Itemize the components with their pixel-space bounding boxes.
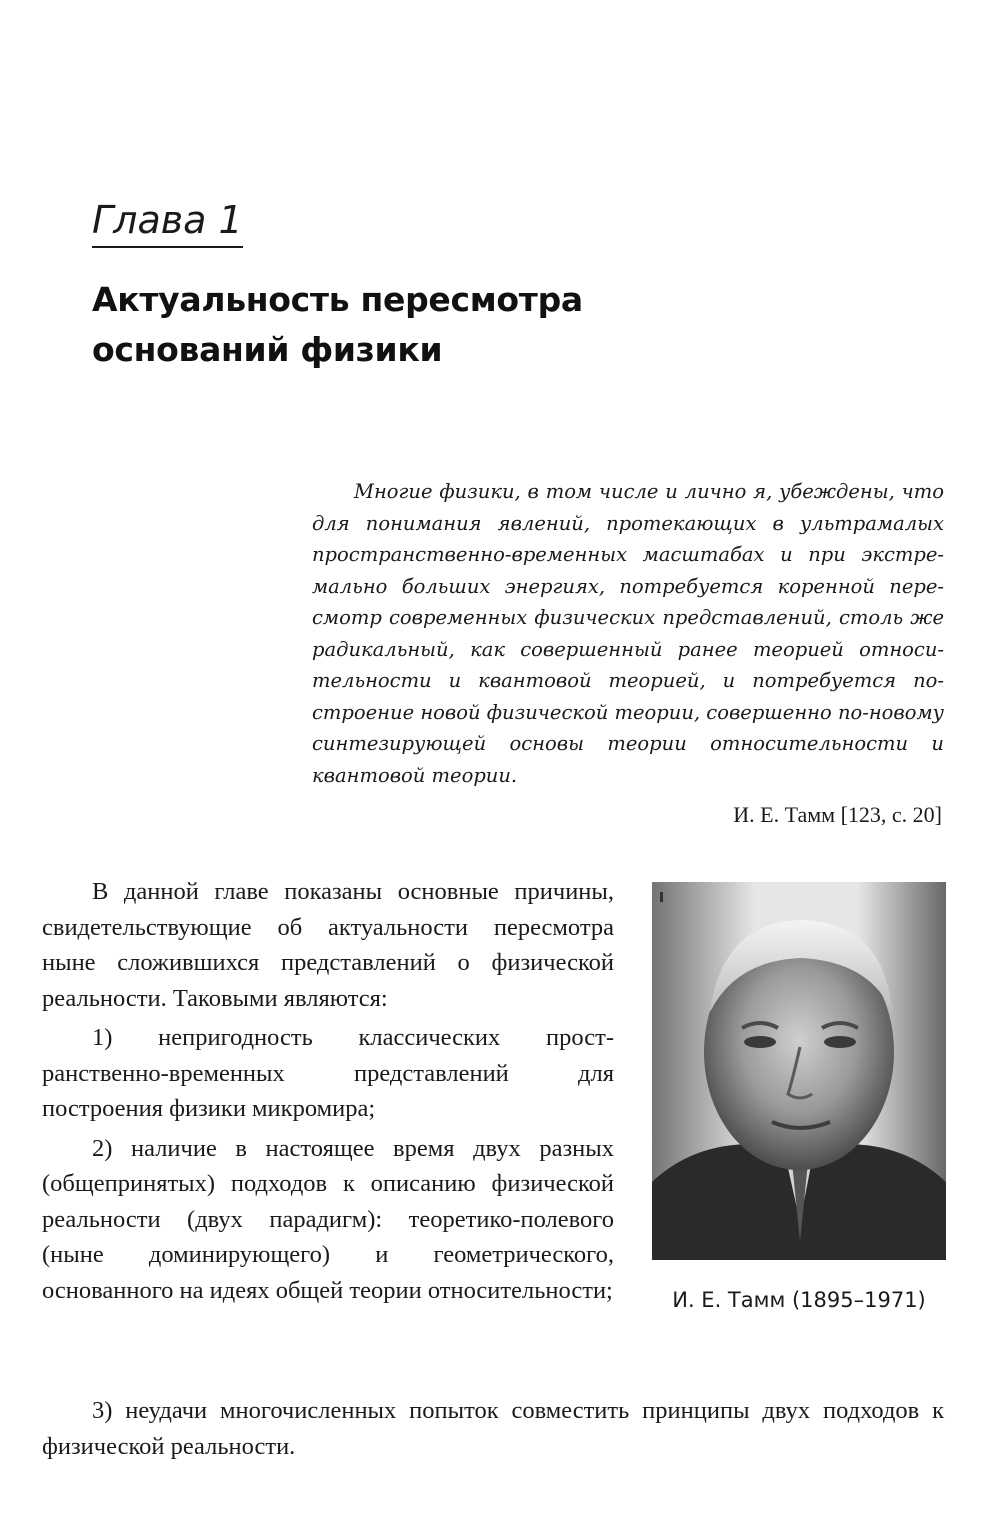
- epigraph-source: И. Е. Тамм [123, с. 20]: [733, 802, 942, 827]
- chapter-title: [92, 275, 792, 375]
- intro-paragraph: В данной главе показаны основные причины, свидетельствующие об актуальности пересмотра ныне сложившихся представлений о физической реальности. Таковыми являются:: [42, 878, 614, 1012]
- portrait-caption: И. Е. Тамм (1895–1971): [672, 1288, 926, 1312]
- body-text-column: [42, 874, 614, 1312]
- chapter-label: Глава 1: [92, 196, 243, 248]
- chapter-title-line-1: Актуальность пересмотра: [92, 280, 583, 319]
- epigraph-quote: Многие физики, в том числе и лично я, убеждены, что для понимания явлений, протекающих в ультрамалых пространственно-временных масштабах и при экстремально больших энергиях, потребуется коренной пересмотр современных физических представлений, столь же радикальный, как совершенный ранее теорией относительности и квантовой теорией, и потребуется построение новой физической теории, совершенно по-новому синтезирующей основы теории относительности и квантовой теории.: [312, 480, 944, 787]
- portrait-photo: [652, 882, 946, 1260]
- list-item-1: 1) непригодность классических пространственно-временных представлений для построения физики микромира;: [42, 1024, 614, 1122]
- list-item-3: 3) неудачи многочисленных попыток совместить принципы двух подходов к физической реальности.: [42, 1397, 944, 1460]
- list-item-2: 2) наличие в настоящее время двух разных (общепринятых) подходов к описанию физической реальности (двух парадигм): теоретико-полевого (ныне доминирующего) и геометрического, основанного на идеях общей теории относительности;: [42, 1134, 614, 1304]
- portrait-illustration: [652, 882, 946, 1260]
- chapter-title-line-2: оснований физики: [92, 330, 443, 369]
